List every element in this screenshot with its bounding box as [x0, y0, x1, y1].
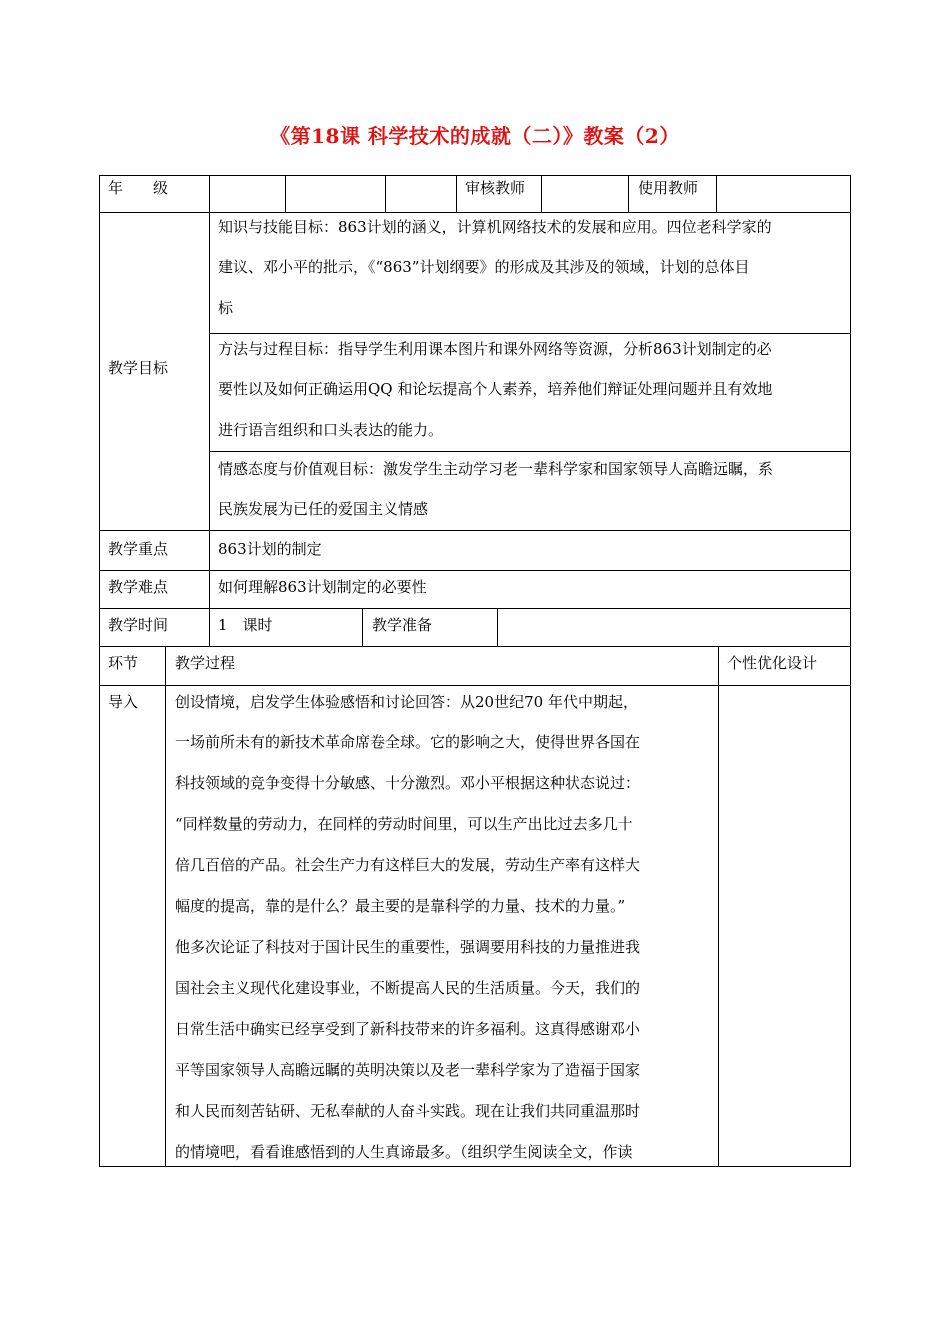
time-value: 1 课时 [218, 616, 273, 634]
prep-label: 教学准备 [372, 616, 433, 634]
intro-line: 科技领域的竞争变得十分敏感、十分激烈。邓小平根据这种状态说过： [175, 774, 641, 792]
reviewer-label: 审核教师 [465, 179, 526, 197]
intro-line: 幅度的提高，靠的是什么？最主要的是靠科学的力量、技术的力量。” [175, 897, 626, 915]
key-point-label: 教学重点 [108, 540, 169, 558]
intro-line: 日常生活中确实已经享受到了新科技带来的许多福利。这真得感谢邓小 [175, 1020, 641, 1038]
intro-line: 一场前所未有的新技术革命席卷全球。它的影响之大，使得世界各国在 [175, 733, 641, 751]
custom-design-header: 个性优化设计 [727, 654, 818, 672]
intro-line: 倍几百倍的产品。社会生产力有这样巨大的发展，劳动生产率有这样大 [175, 856, 641, 874]
key-point-value: 863计划的制定 [218, 540, 322, 558]
stage-header: 环节 [108, 654, 139, 672]
intro-line: 平等国家领导人高瞻远瞩的英明决策以及老一辈科学家为了造福于国家 [175, 1061, 641, 1079]
intro-stage: 导入 [108, 693, 139, 711]
knowledge-line: 标 [218, 299, 234, 317]
difficulty-value: 如何理解863计划制定的必要性 [218, 578, 427, 596]
emotion-line: 民族发展为已任的爱国主义情感 [218, 500, 429, 518]
intro-line: 的情境吧，看看谁感悟到的人生真谛最多。（组织学生阅读全文，作读 [175, 1143, 633, 1161]
method-line: 方法与过程目标：指导学生利用课本图片和课外网络等资源，分析863计划制定的必 [218, 340, 772, 358]
intro-line: 他多次论证了科技对于国计民生的重要性，强调要用科技的力量推进我 [175, 938, 641, 956]
method-line: 要性以及如何正确运用QQ 和论坛提高个人素养，培养他们辩证处理问题并且有效地 [218, 380, 773, 398]
knowledge-line: 建议、邓小平的批示，《“863”计划纲要》的形成及其涉及的领域，计划的总体目 [218, 258, 750, 276]
process-header: 教学过程 [175, 654, 236, 672]
intro-line: 创设情境，启发学生体验感悟和讨论回答：从20世纪70 年代中期起， [175, 693, 638, 711]
difficulty-label: 教学难点 [108, 578, 169, 596]
knowledge-line: 知识与技能目标：863计划的涵义，计算机网络技术的发展和应用。四位老科学家的 [218, 218, 772, 236]
intro-line: 和人民而刻苦钻研、无私奉献的人奋斗实践。现在让我们共同重温那时 [175, 1102, 641, 1120]
document-title: 《第18课 科学技术的成就（二）》教案（2） [270, 124, 680, 148]
intro-line: 国社会主义现代化建设事业，不断提高人民的生活质量。今天，我们的 [175, 979, 641, 997]
method-line: 进行语言组织和口头表达的能力。 [218, 421, 444, 439]
time-label: 教学时间 [108, 616, 169, 634]
grade-label: 年 级 [108, 179, 169, 197]
goals-label: 教学目标 [108, 359, 169, 377]
user-label: 使用教师 [638, 179, 699, 197]
emotion-line: 情感态度与价值观目标：激发学生主动学习老一辈科学家和国家领导人高瞻远瞩，系 [218, 460, 774, 478]
intro-line: “同样数量的劳动力，在同样的劳动时间里，可以生产出比过去多几十 [175, 815, 633, 833]
